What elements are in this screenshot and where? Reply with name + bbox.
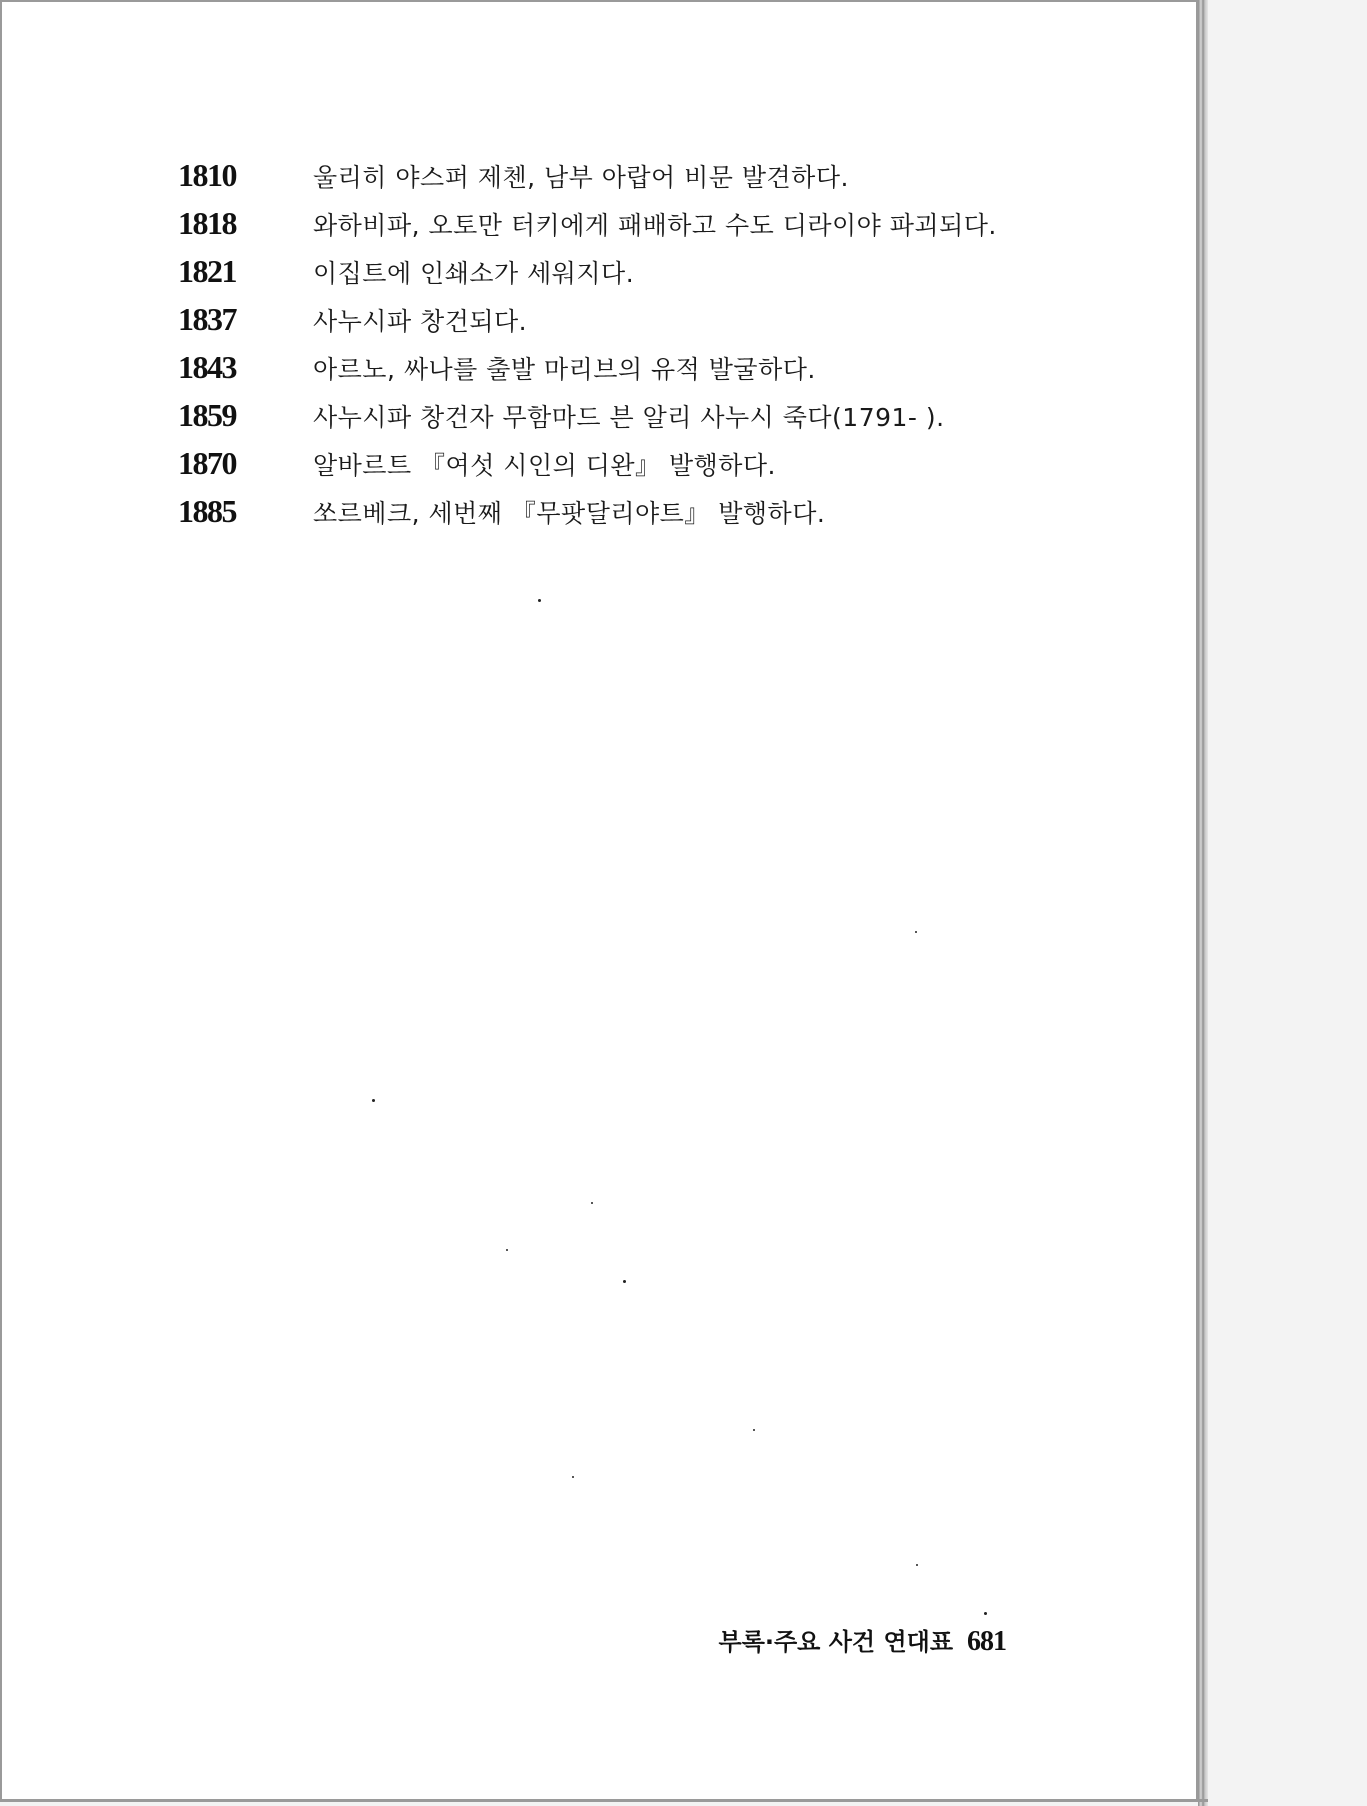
page-number: 681 [967, 1626, 1006, 1657]
scan-speck [984, 1612, 987, 1615]
chronology-entry [178, 445, 1038, 493]
scan-speck [538, 599, 541, 602]
entry-event: 와하비파, 오토만 터키에게 패배하고 수도 디라이야 파괴되다. [313, 211, 997, 240]
chronology-entry [178, 253, 1038, 301]
running-head: 부록·주요 사건 연대표 [718, 1628, 953, 1656]
entry-event: 알바르트 『여섯 시인의 디완』 발행하다. [313, 451, 776, 480]
scan-speck [372, 1099, 375, 1102]
entry-year: 1837 [178, 301, 236, 337]
entry-event: 아르노, 싸나를 출발 마리브의 유적 발굴하다. [313, 355, 816, 384]
page-bottom-border [0, 1799, 1208, 1802]
chronology-list [178, 157, 1038, 541]
entry-event: 사누시파 창건되다. [313, 307, 528, 336]
entry-year: 1870 [178, 445, 236, 481]
chronology-entry [178, 301, 1038, 349]
chronology-entry [178, 397, 1038, 445]
entry-year: 1843 [178, 349, 236, 385]
scan-speck [591, 1202, 593, 1204]
entry-year: 1821 [178, 253, 236, 289]
entry-year: 1818 [178, 205, 236, 241]
entry-event: 쏘르베크, 세번째 『무팟달리야트』 발행하다. [313, 499, 826, 528]
scan-speck [753, 1429, 755, 1431]
scan-speck [916, 1564, 918, 1566]
page-stack-edge [1198, 0, 1208, 1806]
chronology-entry [178, 205, 1038, 253]
entry-year: 1810 [178, 157, 236, 193]
chronology-entry [178, 157, 1038, 205]
entry-year: 1885 [178, 493, 236, 529]
scan-speck [506, 1249, 508, 1251]
scan-speck [623, 1280, 626, 1283]
entry-event: 이집트에 인쇄소가 세워지다. [313, 259, 635, 288]
entry-event: 울리히 야스퍼 제첸, 남부 아랍어 비문 발견하다. [313, 163, 849, 192]
entry-event: 사누시파 창건자 무함마드 븐 알리 사누시 죽다(1791- ). [313, 403, 945, 432]
entry-year: 1859 [178, 397, 236, 433]
scan-speck [915, 931, 917, 933]
page-footer [719, 1622, 1006, 1658]
chronology-entry [178, 349, 1038, 397]
chronology-entry [178, 493, 1038, 541]
scan-speck [572, 1476, 574, 1478]
